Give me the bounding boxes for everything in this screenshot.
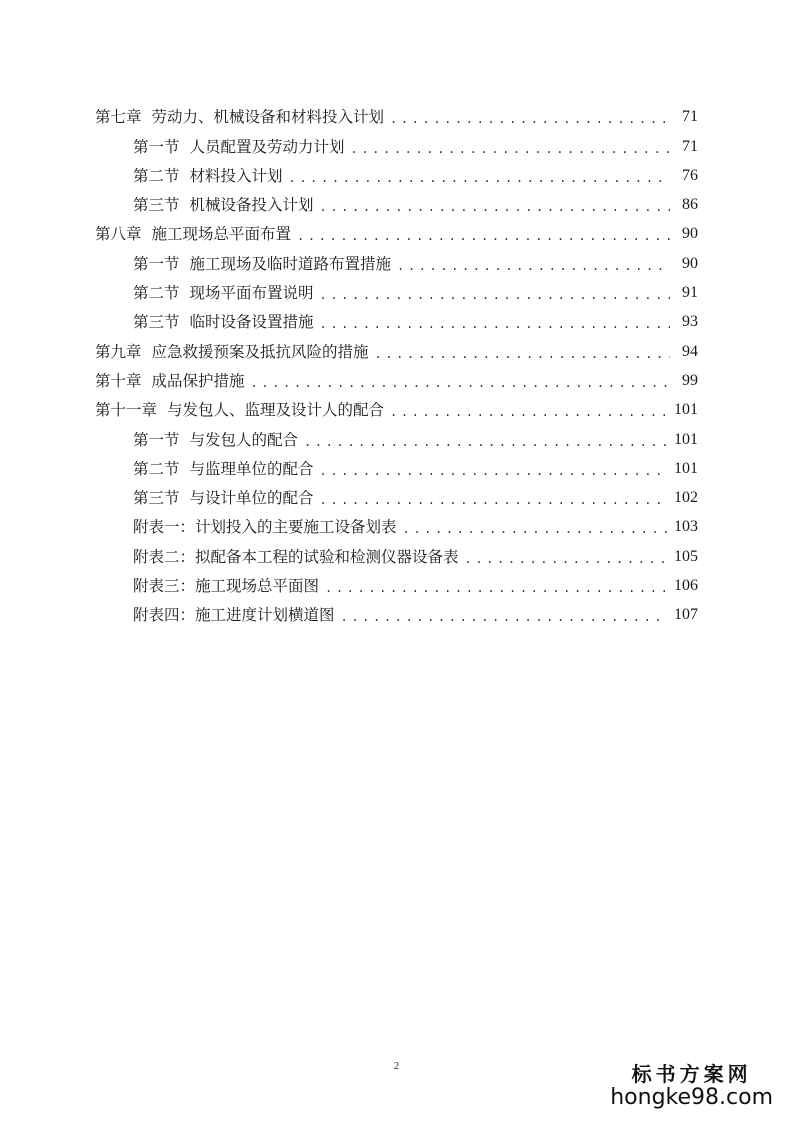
toc-entry-title: [133, 283, 314, 303]
watermark-cn: 标书方案网: [631, 1062, 752, 1086]
toc-entry-title: [133, 459, 314, 479]
toc-page-number: 101: [674, 401, 698, 419]
toc-entry[interactable]: [95, 332, 698, 361]
toc-entry-title: [95, 224, 291, 244]
toc-entry-number: 第二节: [133, 459, 180, 478]
page-number: 2: [393, 1060, 400, 1072]
toc-page-number: 102: [674, 489, 698, 507]
toc-entry[interactable]: [95, 244, 698, 273]
toc-entry[interactable]: [95, 98, 698, 127]
toc-entry-title: [133, 166, 283, 186]
toc-entry-title: [133, 195, 314, 215]
toc-entry[interactable]: [95, 508, 698, 537]
toc-page-number: 90: [682, 225, 698, 243]
toc-entry-number: 第二节: [133, 284, 180, 303]
toc-leader-dots: [297, 228, 670, 244]
toc-entry-text: 成品保护措施: [151, 371, 245, 390]
toc-leader-dots: [320, 287, 670, 303]
toc-leader-dots: [403, 521, 668, 537]
toc-entry-title: [133, 430, 298, 450]
toc-entry-number: 第三节: [133, 313, 180, 332]
toc-entry-number: 第一节: [133, 254, 180, 273]
toc-page-number: 71: [682, 137, 698, 155]
toc-entry-title: [133, 488, 314, 508]
toc-entry-text: 材料投入计划: [189, 166, 283, 185]
toc-entry[interactable]: [95, 362, 698, 391]
toc-entry[interactable]: [95, 157, 698, 186]
toc-entry-title: [133, 576, 319, 596]
toc-leader-dots: [397, 258, 670, 274]
toc-entry-title: [133, 137, 345, 157]
toc-entry-text: 附表三：施工现场总平面图: [133, 577, 320, 596]
toc-leader-dots: [289, 170, 670, 186]
toc-page-number: 107: [674, 606, 698, 624]
toc-entry-text: 劳动力、机械设备和材料投入计划: [151, 108, 385, 127]
toc-entry-number: 第三节: [133, 489, 180, 508]
toc-page-number: 76: [682, 166, 698, 184]
toc-page-number: 101: [674, 430, 698, 448]
toc-entry-text: 现场平面布置说明: [189, 284, 314, 303]
toc-leader-dots: [320, 463, 668, 479]
toc-entry-text: 施工现场总平面布置: [151, 225, 292, 244]
toc-entry-text: 应急救援预案及抵抗风险的措施: [151, 342, 369, 361]
toc-page-number: 101: [674, 459, 698, 477]
toc-entry[interactable]: [95, 303, 698, 332]
toc-entry-text: 与发包人、监理及设计人的配合: [167, 401, 385, 420]
toc-leader-dots: [341, 609, 668, 625]
toc-page-number: 93: [682, 313, 698, 331]
toc-leader-dots: [304, 434, 668, 450]
toc-entry-number: 第二节: [133, 166, 180, 185]
toc-entry-title: [133, 312, 314, 332]
toc-entry-text: 附表一：计划投入的主要施工设备划表: [133, 518, 397, 537]
toc-entry-number: 第九章: [95, 342, 142, 361]
toc-entry-text: 与发包人的配合: [189, 430, 299, 449]
toc-entry[interactable]: [95, 420, 698, 449]
toc-leader-dots: [251, 375, 670, 391]
toc-leader-dots: [390, 404, 668, 420]
toc-entry-title: [133, 547, 459, 567]
toc-entry-text: 人员配置及劳动力计划: [189, 137, 345, 156]
toc-leader-dots: [320, 492, 668, 508]
toc-leader-dots: [465, 551, 668, 567]
toc-entry-text: 附表四：施工进度计划横道图: [133, 606, 335, 625]
toc-entry[interactable]: [95, 450, 698, 479]
toc-leader-dots: [325, 580, 668, 596]
toc-page-number: 86: [682, 196, 698, 214]
toc-entry[interactable]: [95, 391, 698, 420]
toc-entry[interactable]: [95, 186, 698, 215]
toc-entry[interactable]: [95, 537, 698, 566]
toc-page-number: 106: [674, 577, 698, 595]
toc-entry-title: [95, 371, 245, 391]
toc-entry-text: 与设计单位的配合: [189, 489, 314, 508]
toc-entry-number: 第七章: [95, 108, 142, 127]
toc-entry-text: 与监理单位的配合: [189, 459, 314, 478]
toc-entry[interactable]: [95, 479, 698, 508]
toc-entry[interactable]: [95, 127, 698, 156]
toc-leader-dots: [320, 199, 670, 215]
toc-entry-title: [95, 400, 384, 420]
toc-page-number: 71: [682, 108, 698, 126]
toc-leader-dots: [390, 111, 670, 127]
toc-entry-number: 第一节: [133, 137, 180, 156]
toc-entry[interactable]: [95, 567, 698, 596]
toc-entry-number: 第一节: [133, 430, 180, 449]
toc-entry[interactable]: [95, 596, 698, 625]
toc-entry-number: 第三节: [133, 196, 180, 215]
toc-page-number: 91: [682, 284, 698, 302]
toc-page-number: 105: [674, 547, 698, 565]
toc-entry-text: 机械设备投入计划: [189, 196, 314, 215]
toc-leader-dots: [320, 316, 670, 332]
watermark: [610, 1062, 773, 1110]
table-of-contents: [95, 98, 698, 625]
toc-page-number: 94: [682, 342, 698, 360]
toc-entry-text: 施工现场及临时道路布置措施: [189, 254, 392, 273]
toc-leader-dots: [351, 141, 670, 157]
toc-leader-dots: [375, 346, 670, 362]
watermark-url: hongke98.com: [610, 1085, 773, 1110]
toc-page-number: 90: [682, 254, 698, 272]
toc-entry-number: 第十一章: [95, 401, 158, 420]
toc-entry[interactable]: [95, 274, 698, 303]
toc-entry-text: 附表二：拟配备本工程的试验和检测仪器设备表: [133, 547, 459, 566]
toc-entry-text: 临时设备设置措施: [189, 313, 314, 332]
toc-entry-title: [133, 254, 391, 274]
toc-entry-title: [95, 342, 369, 362]
toc-entry-number: 第八章: [95, 225, 142, 244]
toc-entry-title: [133, 605, 335, 625]
toc-page-number: 103: [674, 518, 698, 536]
toc-entry-title: [133, 517, 397, 537]
toc-page-number: 99: [682, 371, 698, 389]
toc-entry[interactable]: [95, 215, 698, 244]
toc-entry-title: [95, 107, 384, 127]
toc-entry-number: 第十章: [95, 371, 142, 390]
